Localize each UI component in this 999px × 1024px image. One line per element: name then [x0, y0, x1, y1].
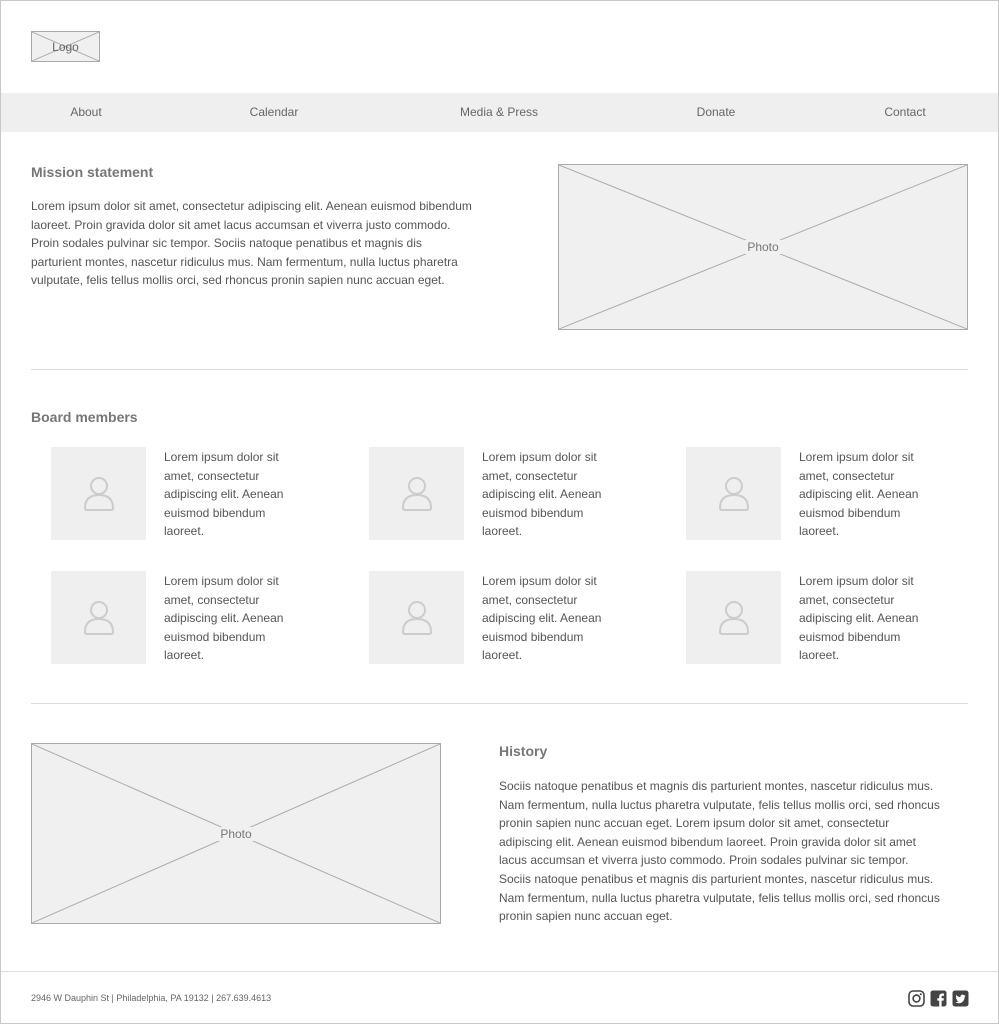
board-member-bio-line: euismod bibendum	[164, 629, 266, 644]
board-member-bio-line: Lorem ipsum dolor sit	[799, 574, 914, 588]
history-photo	[31, 743, 441, 924]
board-member-bio-line: laoreet.	[164, 524, 205, 539]
user-icon	[400, 599, 434, 636]
board-member-bio	[482, 572, 632, 665]
board-member-photo	[686, 571, 781, 664]
mission-photo	[558, 164, 968, 330]
user-icon	[717, 475, 751, 512]
main-nav	[1, 93, 998, 132]
board-member-bio-line: laoreet.	[482, 524, 523, 539]
photo-label: Photo	[747, 240, 779, 254]
footer-address: 2946 W Dauphin St | Philadelphia, PA 19132 | 267.639.4613	[31, 993, 272, 1003]
board-member-bio-line: euismod bibendum	[482, 505, 584, 520]
mission-line: parturient montes, nascetur ridiculus mus. Nam fermentum, nulla luctus pharetra	[31, 254, 458, 269]
nav-about[interactable]: About	[70, 105, 102, 119]
board-member-bio-line: adipiscing elit. Aenean	[164, 487, 284, 502]
board-member-bio-line: laoreet.	[482, 648, 523, 663]
board-member-bio	[799, 448, 949, 541]
board-member-bio-line: Lorem ipsum dolor sit	[482, 574, 597, 588]
board-member-bio-line: amet, consectetur	[164, 468, 260, 483]
user-icon	[400, 475, 434, 512]
history-line: Nam fermentum, nulla luctus pharetra vulputate, felis tellus mollis orci, sed rhoncus	[499, 797, 940, 812]
board-member-photo	[369, 447, 464, 540]
board-member-bio-line: laoreet.	[164, 648, 205, 663]
history-line: Nam fermentum, nulla luctus pharetra vulputate, felis tellus mollis orci, sed rhoncus	[499, 890, 940, 905]
board-title: Board members	[31, 409, 138, 425]
mission-line: vulputate, felis tellus mollis orci, sed rhoncus pronin sapien nunc accuan eget.	[31, 273, 445, 288]
board-member-bio-line: euismod bibendum	[799, 629, 901, 644]
history-text	[499, 777, 974, 926]
footer-divider	[1, 971, 998, 972]
board-member-bio-line: adipiscing elit. Aenean	[482, 487, 602, 502]
instagram-icon[interactable]	[908, 990, 925, 1007]
board-member-bio-line: euismod bibendum	[164, 505, 266, 520]
board-member-bio	[799, 572, 949, 665]
board-member-photo	[686, 447, 781, 540]
divider	[31, 703, 968, 704]
board-member-bio-line: euismod bibendum	[482, 629, 584, 644]
board-member-bio-line: adipiscing elit. Aenean	[799, 487, 919, 502]
history-line: pronin sapien nunc accuan eget. Lorem ipsum dolor sit amet, consectetur	[499, 816, 890, 831]
board-member-bio-line: amet, consectetur	[164, 592, 260, 607]
board-member-bio-line: amet, consectetur	[482, 468, 578, 483]
board-member-bio-line: Lorem ipsum dolor sit	[482, 450, 597, 464]
history-title: History	[499, 743, 548, 759]
board-member-bio	[164, 572, 314, 665]
divider	[31, 369, 968, 370]
user-icon	[717, 599, 751, 636]
mission-line: Lorem ipsum dolor sit amet, consectetur adipiscing elit. Aenean euismod bibendum	[31, 199, 472, 213]
board-member-bio-line: Lorem ipsum dolor sit	[164, 450, 279, 464]
board-member-bio-line: adipiscing elit. Aenean	[799, 611, 919, 626]
board-member-photo	[51, 571, 146, 664]
facebook-icon[interactable]	[930, 990, 947, 1007]
history-line: lacus accumsan et viverra justo commodo. Proin sodales pulvinar sic tempor.	[499, 853, 909, 868]
history-line: adipiscing elit. Aenean euismod bibendum laoreet. Proin gravida dolor sit amet	[499, 834, 916, 849]
board-member-bio	[482, 448, 632, 541]
twitter-icon[interactable]	[952, 990, 969, 1007]
board-member-bio	[164, 448, 314, 541]
mission-text	[31, 197, 531, 290]
board-member-bio-line: amet, consectetur	[799, 468, 895, 483]
board-member-bio-line: Lorem ipsum dolor sit	[799, 450, 914, 464]
board-member-bio-line: laoreet.	[799, 648, 840, 663]
logo[interactable]	[31, 31, 100, 62]
board-member-bio-line: adipiscing elit. Aenean	[482, 611, 602, 626]
photo-label: Photo	[220, 826, 252, 841]
board-member-photo	[369, 571, 464, 664]
mission-line: laoreet. Proin gravida dolor sit amet lacus accumsan et viverra justo commodo.	[31, 217, 451, 232]
board-member-bio-line: amet, consectetur	[799, 592, 895, 607]
history-line: Sociis natoque penatibus et magnis dis parturient montes, nascetur ridiculus mus.	[499, 779, 934, 793]
board-member-bio-line: euismod bibendum	[799, 505, 901, 520]
mission-title: Mission statement	[31, 164, 154, 180]
mission-line: Proin sodales pulvinar sic tempor. Sociis natoque penatibus et magnis dis	[31, 236, 422, 251]
board-member-bio-line: Lorem ipsum dolor sit	[164, 574, 279, 588]
nav-media-press[interactable]: Media & Press	[459, 105, 539, 119]
history-line: Sociis natoque penatibus et magnis dis parturient montes, nascetur ridiculus mus.	[499, 871, 934, 886]
board-member-bio-line: laoreet.	[799, 524, 840, 539]
board-member-bio-line: adipiscing elit. Aenean	[164, 611, 284, 626]
board-member-photo	[51, 447, 146, 540]
user-icon	[82, 475, 116, 512]
user-icon	[82, 599, 116, 636]
history-line: pronin sapien nunc accuan eget.	[499, 909, 673, 924]
board-member-bio-line: amet, consectetur	[482, 592, 578, 607]
nav-contact[interactable]: Contact	[884, 105, 926, 119]
nav-calendar[interactable]: Calendar	[249, 105, 299, 119]
logo-label: Logo	[52, 40, 79, 54]
nav-donate[interactable]: Donate	[696, 105, 736, 119]
